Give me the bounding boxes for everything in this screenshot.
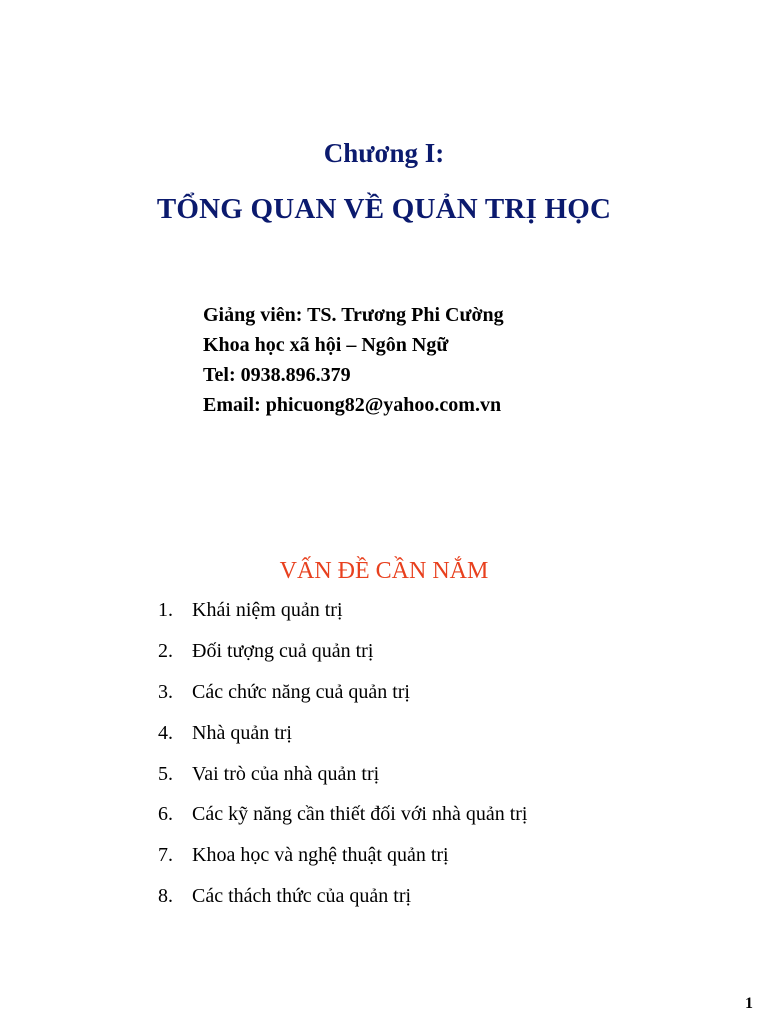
list-item-number: 4. — [158, 721, 173, 744]
lecturer-email: Email: phicuong82@yahoo.com.vn — [203, 394, 502, 416]
list-item — [158, 840, 528, 881]
list-item — [158, 759, 528, 800]
page-number: 1 — [745, 995, 753, 1012]
list-item-number: 2. — [158, 639, 173, 662]
list-item — [158, 636, 528, 677]
list-item-number: 8. — [158, 885, 173, 908]
list-item-text: Vai trò của nhà quản trị — [192, 762, 380, 785]
topics-heading: VẤN ĐỀ CẦN NẮM — [279, 558, 489, 584]
list-item — [158, 677, 528, 718]
list-item-number: 3. — [158, 680, 173, 703]
list-item-number: 6. — [158, 803, 173, 826]
list-item — [158, 799, 528, 840]
lecturer-info — [203, 300, 504, 420]
list-item — [158, 881, 528, 922]
lecturer-department: Khoa học xã hội – Ngôn Ngữ — [203, 334, 449, 356]
list-item-number: 5. — [158, 762, 173, 785]
topics-list — [158, 595, 528, 922]
list-item-number: 7. — [158, 844, 173, 867]
list-item-text: Khái niệm quản trị — [192, 599, 343, 621]
list-item — [158, 718, 528, 759]
list-item — [158, 595, 528, 636]
lecturer-tel: Tel: 0938.896.379 — [203, 364, 351, 386]
list-item-text: Các kỹ năng cần thiết đối với nhà quản trị — [192, 803, 528, 826]
list-item-number: 1. — [158, 599, 173, 621]
page-title: TỔNG QUAN VỀ QUẢN TRỊ HỌC — [156, 193, 612, 225]
chapter-label: Chương I: — [323, 138, 445, 168]
list-item-text: Các chức năng cuả quản trị — [192, 680, 410, 703]
lecturer-name: Giảng viên: TS. Trương Phi Cường — [203, 304, 504, 326]
list-item-text: Nhà quản trị — [192, 721, 292, 744]
list-item-text: Khoa học và nghệ thuật quản trị — [192, 844, 449, 867]
list-item-text: Đối tượng cuả quản trị — [192, 639, 374, 662]
list-item-text: Các thách thức của quản trị — [192, 885, 412, 908]
